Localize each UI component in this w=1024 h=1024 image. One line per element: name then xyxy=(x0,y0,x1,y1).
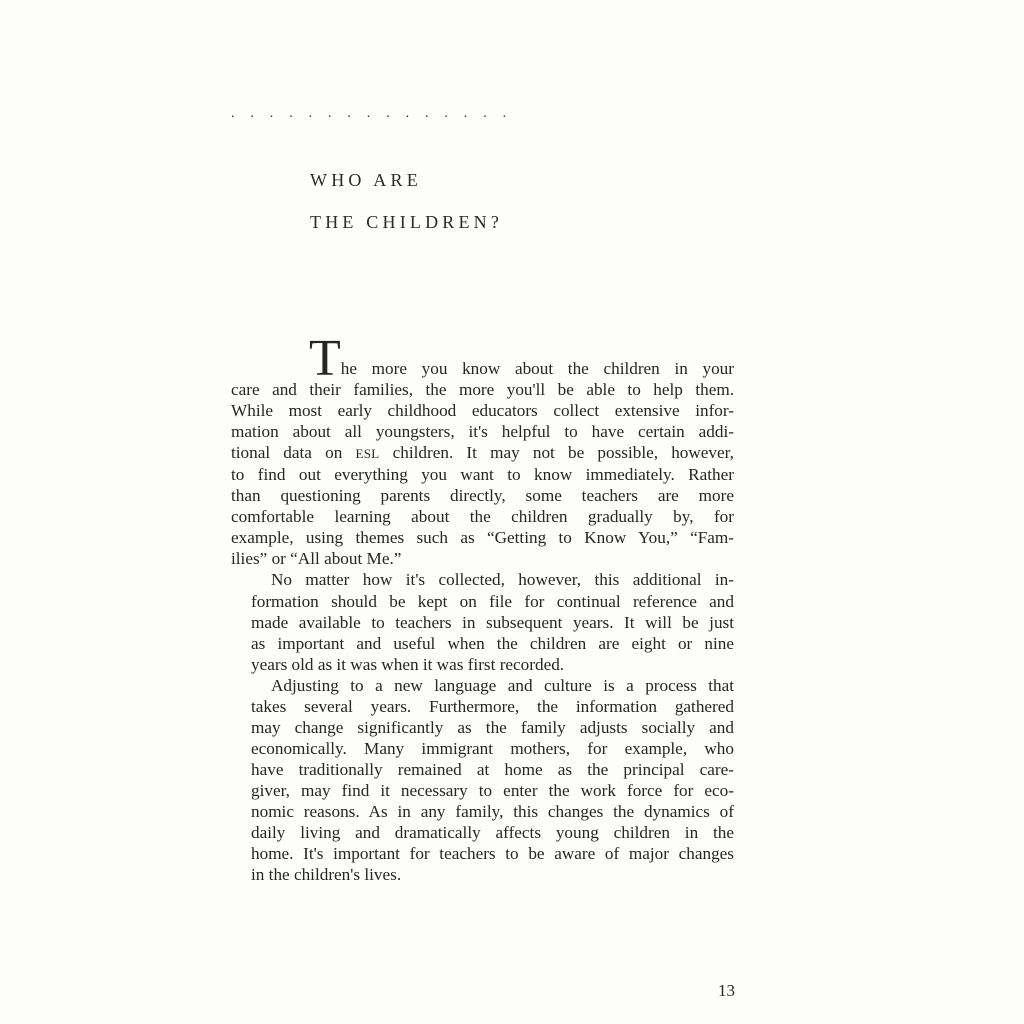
text-line: Adjusting to a new language and culture is a process that xyxy=(271,675,734,695)
text-line: mation about all youngsters, it's helpful to have certain addi- xyxy=(231,422,734,442)
text-line: daily living and dramatically affects young children in the xyxy=(251,823,734,843)
page-number: 13 xyxy=(718,981,735,1000)
text-line: While most early childhood educators collect extensive infor- xyxy=(231,401,734,421)
chapter-title-line-2: THE CHILDREN? xyxy=(310,212,504,232)
chapter-title-line-1: WHO ARE xyxy=(310,170,422,190)
text-line: The more you know about the children in your xyxy=(309,330,734,387)
paragraph-1 xyxy=(231,330,734,569)
text-line: tional data on ESL children. It may not be possible, however, xyxy=(231,443,734,463)
text-line: giver, may find it necessary to enter the work force for eco- xyxy=(251,780,734,800)
text-line: have traditionally remained at home as the principal care- xyxy=(251,759,734,779)
drop-cap: T xyxy=(309,330,341,387)
text-line: care and their families, the more you'll be able to help them. xyxy=(231,380,734,400)
text-line: No matter how it's collected, however, this additional in- xyxy=(271,570,734,590)
text-line: in the children's lives. xyxy=(251,865,402,885)
text-line: example, using themes such as “Getting to Know You,” “Fam- xyxy=(231,528,734,548)
text-line: to find out everything you want to know immediately. Rather xyxy=(231,465,734,485)
paragraph-2 xyxy=(231,569,734,674)
text-line: may change significantly as the family adjusts socially and xyxy=(251,717,734,737)
text-line: comfortable learning about the children gradually by, for xyxy=(231,507,734,527)
text-line: formation should be kept on file for continual reference and xyxy=(251,591,734,611)
text-line: made available to teachers in subsequent years. It will be just xyxy=(251,612,734,632)
chapter-body xyxy=(231,330,734,885)
text-line: than questioning parents directly, some teachers are more xyxy=(231,486,734,506)
dotted-ornament: . . . . . . . . . . . . . . . xyxy=(231,106,513,121)
paragraph-3 xyxy=(231,675,734,885)
text-line: years old as it was when it was first recorded. xyxy=(251,654,565,674)
text-line: home. It's important for teachers to be aware of major changes xyxy=(251,844,734,864)
text-line: nomic reasons. As in any family, this changes the dynamics of xyxy=(251,801,734,821)
text-line: economically. Many immigrant mothers, for example, who xyxy=(251,738,734,758)
text-line: takes several years. Furthermore, the information gathered xyxy=(251,696,734,716)
text-line: ilies” or “All about Me.” xyxy=(231,549,402,569)
text-line: as important and useful when the children are eight or nine xyxy=(251,633,734,653)
